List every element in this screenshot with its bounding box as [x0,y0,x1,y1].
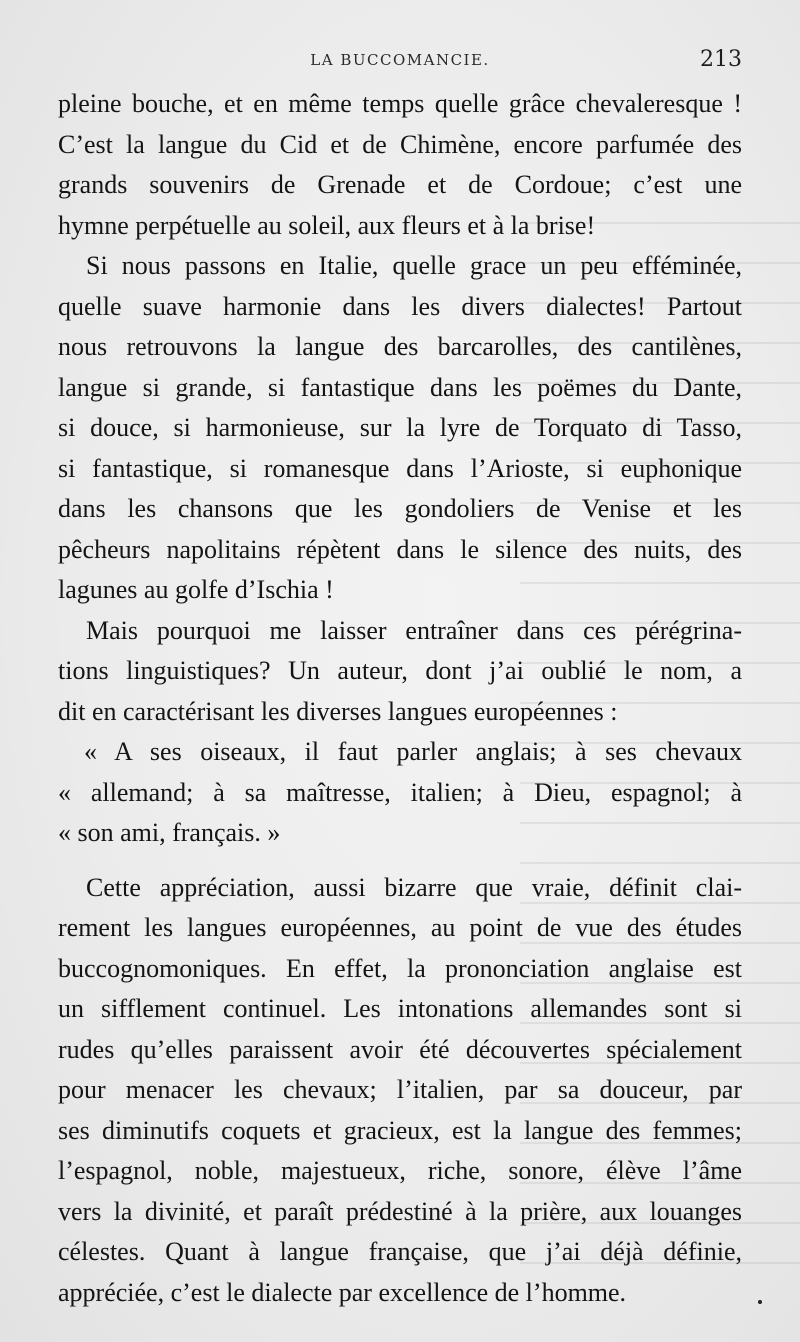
running-title: LA BUCCOMANCIE. [310,51,490,69]
text-line: nous retrouvons la langue des barcarolles, des cantilènes, [58,332,742,361]
text-line: Cette appréciation, aussi bizarre que vraie, définit clai- [86,872,742,902]
ink-speck [758,1300,762,1304]
text-line: langue si grande, si fantastique dans les poëmes du Dante, [58,372,742,402]
quote-line: « allemand; à sa maîtresse, italien; à Dieu, espagnol; à [58,777,742,807]
text-line: dans les chansons que les gondoliers de Venise et les [58,494,742,523]
text-line: Si nous passons en Italie, quelle grace un peu efféminée, [86,251,742,280]
text-line: si fantastique, si romanesque dans l’Arioste, si euphonique [58,453,742,483]
paragraph-2 [58,246,742,611]
text-line: C’est la langue du Cid et de Chimène, encore parfumée des [58,129,742,159]
text-line: hymne perpétuelle au soleil, aux fleurs et à la brise! [58,210,596,240]
text-line: rement les langues européennes, au point de vue des études [58,913,742,942]
quote-line: « son ami, français. » [58,818,281,847]
text-line: si douce, si harmonieuse, sur la lyre de Torquato di Tasso, [58,413,742,442]
paragraph-3 [58,611,742,733]
text-line: pour menacer les chevaux; l’italien, par sa douceur, par [58,1075,742,1104]
text-line: pleine bouche, et en même temps quelle grâce chevaleresque ! [58,89,742,118]
text-line: grands souvenirs de Grenade et de Cordoue; c’est une [58,170,742,199]
text-line: quelle suave harmonie dans les divers dialectes! Partout [58,291,742,321]
text-line: célestes. Quant à langue française, que j’ai déjà définie, [58,1237,742,1266]
text-line: vers la divinité, et paraît prédestiné à la prière, aux louanges [58,1196,742,1226]
text-line: dit en caractérisant les diverses langues européennes : [58,696,618,726]
paragraph-4 [58,868,742,1314]
text-line: tions linguistiques? Un auteur, dont j’ai oublié le nom, a [58,656,742,685]
text-line: buccognomoniques. En effet, la prononciation anglaise est [58,953,742,983]
text-line: pêcheurs napolitains répètent dans le silence des nuits, des [58,534,742,564]
paragraph-gap [58,854,742,868]
quotation [58,732,742,854]
text-line: appréciée, c’est le dialecte par excellence de l’homme. [58,1277,627,1307]
body-text [58,84,742,1313]
text-line: ses diminutifs coquets et gracieux, est la langue des femmes; [58,1115,742,1145]
text-line: l’espagnol, noble, majestueux, riche, sonore, élève l’âme [58,1156,742,1185]
text-line: un sifflement continuel. Les intonations allemandes sont si [58,994,742,1023]
quote-line: « A ses oiseaux, il faut parler anglais; à ses chevaux [84,737,742,766]
text-line: lagunes au golfe d’Ischia ! [58,575,334,604]
text-line: Mais pourquoi me laisser entraîner dans ces pérégrina- [86,615,742,645]
text-line: rudes qu’elles paraissent avoir été découvertes spécialement [58,1034,742,1064]
paragraph-1 [58,84,742,246]
running-head [58,46,742,74]
page-number: 213 [700,47,742,72]
